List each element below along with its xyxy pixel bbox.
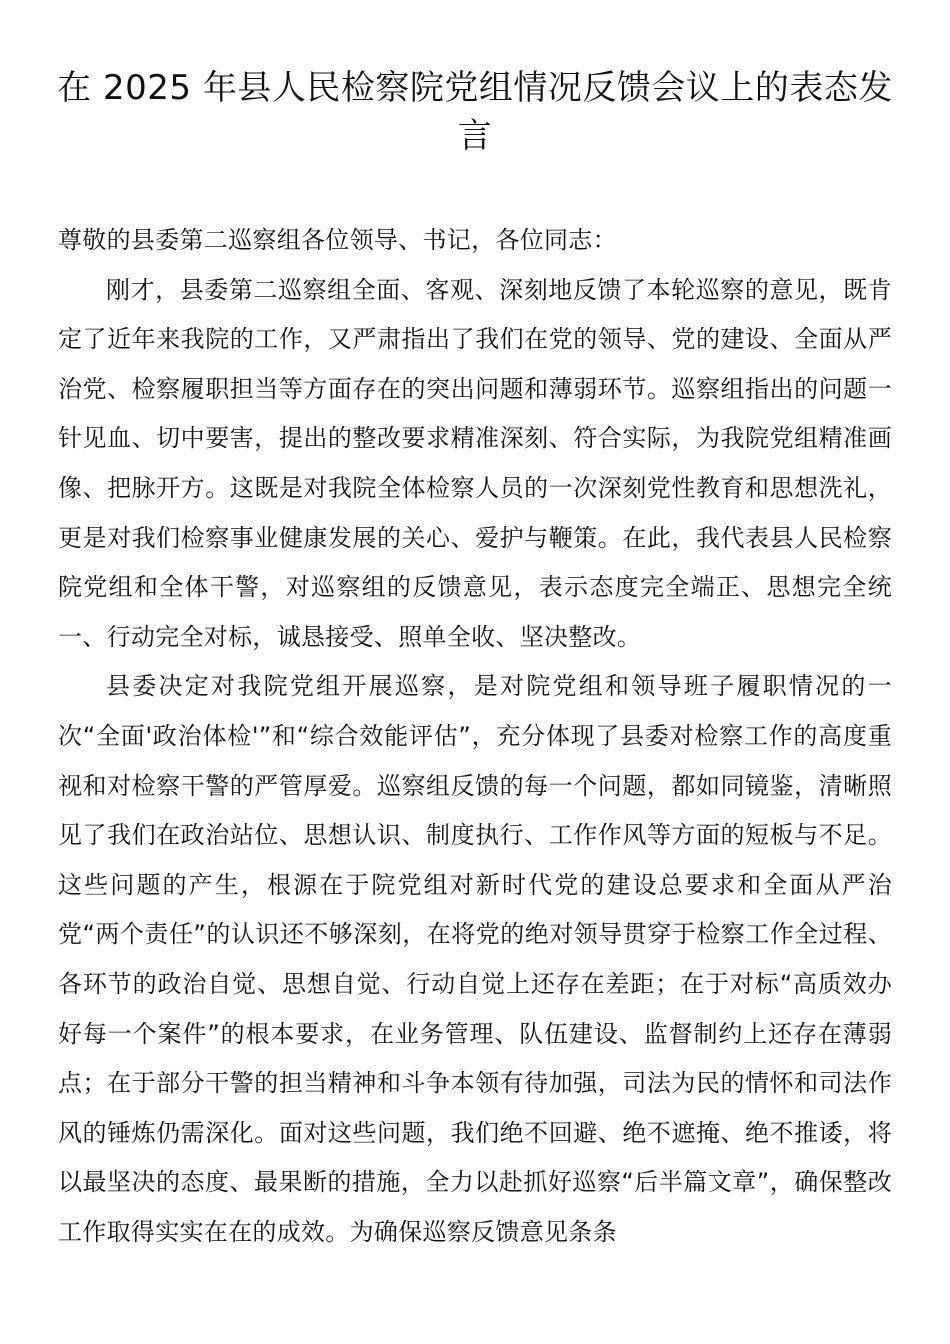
document-title: 在 2025 年县人民检察院党组情况反馈会议上的表态发言	[57, 68, 893, 156]
salutation: 尊敬的县委第二巡察组各位领导、书记，各位同志：	[58, 226, 617, 254]
paragraph-1: 刚才，县委第二巡察组全面、客观、深刻地反馈了本轮巡察的意见，既肯定了近年来我院的工作，又严肃指出了我们在党的领导、党的建设、全面从严治党、检察履职担当等方面存在的突出问题和薄弱环节。巡察组指出的问题一针见血、切中要害，提出的整改要求精准深刻、符合实际，为我院党组精准画像、把脉开方。这既是对我院全体检察人员的一次深刻党性教育和思想洗礼，更是对我们检察事业健康发展的关心、爱护与鞭策。在此，我代表县人民检察院党组和全体干警，对巡察组的反馈意见，表示态度完全端正、思想完全统一、行动完全对标，诚恳接受、照单全收、坚决整改。	[58, 275, 892, 651]
document-body	[58, 216, 892, 1257]
paragraph-2: 县委决定对我院党组开展巡察，是对院党组和领导班子履职情况的一次“全面'政治体检'”和“综合效能评估”，充分体现了县委对检察工作的高度重视和对检察干警的严管厚爱。巡察组反馈的每一个问题，都如同镜鉴，清晰照见了我们在政治站位、思想认识、制度执行、工作作风等方面的短板与不足。这些问题的产生，根源在于院党组对新时代党的建设总要求和全面从严治党“两个责任”的认识还不够深刻，在将党的绝对领导贯穿于检察工作全过程、各环节的政治自觉、思想自觉、行动自觉上还存在差距；在于对标“高质效办好每一个案件”的根本要求，在业务管理、队伍建设、监督制约上还存在薄弱点；在于部分干警的担当精神和斗争本领有待加强，司法为民的情怀和司法作风的锤炼仍需深化。面对这些问题，我们绝不回避、绝不遮掩、绝不推诿，将以最坚决的态度、最果断的措施，全力以赴抓好巡察“后半篇文章”，确保整改工作取得实实在在的成效。为确保巡察反馈意见条条	[58, 672, 892, 1246]
